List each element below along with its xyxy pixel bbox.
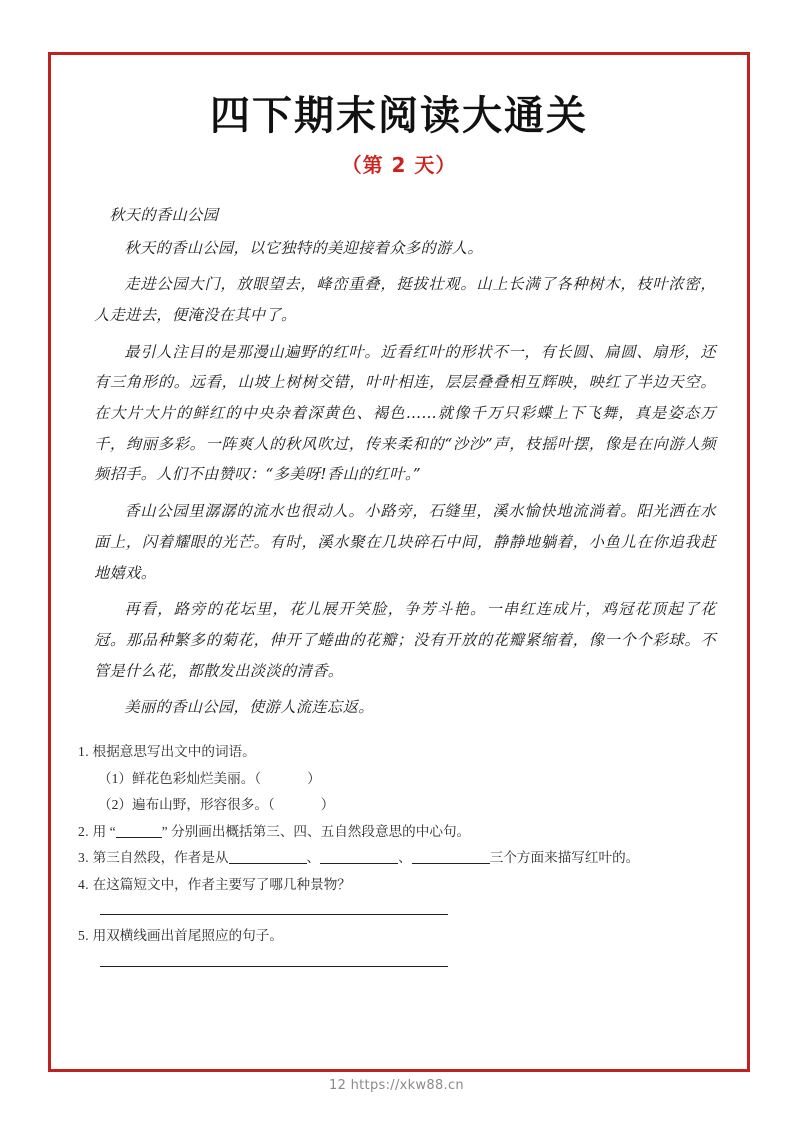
question-5-number: 5. [78,928,90,944]
passage-paragraph: 香山公园里潺潺的流水也很动人。小路旁，石缝里，溪水愉快地流淌着。阳光洒在水面上，闪着耀眼的光芒。有时，溪水聚在几块碎石中间，静静地躺着，小鱼儿在你追我赶地嬉戏。 [94,502,716,582]
inline-blank[interactable] [412,863,490,864]
passage-heading: 秋天的香山公园 [109,205,219,224]
question-1-sub-2 [78,792,718,819]
page-subtitle: （第 2 天） [341,152,457,177]
answer-line-question-4[interactable] [100,914,448,915]
question-1-sub-1 [78,766,718,793]
footer-watermark: 12 https://xkw88.cn [329,1078,464,1093]
passage-paragraph: 走进公园大门，放眼望去，峰峦重叠，挺拔壮观。山上长满了各种树木，枝叶浓密，人走进去，便淹没在其中了。 [94,275,716,324]
question-3 [78,845,718,872]
question-4 [78,872,718,899]
inline-blank[interactable] [116,837,162,838]
question-1-sub-2-text: 遍布山野，形容很多。（ [131,797,275,813]
questions-section [76,739,722,967]
question-1-sub-1-tail: ） [307,770,321,786]
passage-paragraph: 再看，路旁的花坛里，花儿展开笑脸，争芳斗艳。一串红连成片，鸡冠花顶起了花冠。那品种繁多的菊花，伸开了蜷曲的花瓣；没有开放的花瓣紧缩着，像一个个彩球。不管是什么花，都散发出淡淡的清香。 [94,600,716,680]
question-1-sub-2-tail: ） [320,797,335,813]
question-1-sub-2-label: （2） [98,797,132,813]
question-2 [78,819,718,846]
reading-passage [76,200,722,723]
page-title: 四下期末阅读大通关 [210,93,588,139]
question-5 [78,923,718,950]
question-4-number: 4. [78,876,90,892]
question-1 [78,739,718,766]
question-3-pre: 第三自然段，作者是从 [92,850,229,866]
passage-paragraph: 秋天的香山公园，以它独特的美迎接着众多的游人。 [124,238,483,257]
question-3-sep-2: 、 [398,850,412,866]
inline-blank[interactable] [320,863,398,864]
question-1-sub-1-text: 鲜花色彩灿烂美丽。（ [131,770,262,786]
question-3-sep-1: 、 [306,850,321,866]
inline-blank[interactable] [229,863,307,864]
question-1-sub-1-label: （1） [98,770,132,786]
question-5-text: 用双横线画出首尾照应的句子。 [92,928,283,944]
question-2-number: 2. [78,823,90,839]
passage-paragraph: 美丽的香山公园，使游人流连忘返。 [124,698,374,717]
worksheet-content [62,62,736,1062]
question-2-pre: 用 “ [92,823,116,839]
question-3-post: 三个方面来描写红叶的。 [489,850,640,866]
question-4-text: 在这篇短文中，作者主要写了哪几种景物？ [92,876,351,892]
question-1-number: 1. [78,744,90,760]
question-2-post: ” 分别画出概括第三、四、五自然段意思的中心句。 [161,823,471,839]
question-3-number: 3. [78,850,90,866]
passage-paragraph: 最引人注目的是那漫山遍野的红叶。近看红叶的形状不一，有长圆、扁圆、扇形，还有三角形的。远看，山坡上树树交错，叶叶相连，层层叠叠相互辉映，映红了半边天空。在大片大片的鲜红的中央杂着深黄色、褐色……就像千万只彩蝶上下飞舞，真是姿态万千，绚丽多彩。一阵爽人的秋风吹过，传来柔和的“沙沙”声，枝摇叶摆，像是在向游人频频招手。人们不由赞叹：“多美呀!香山的红叶。” [94,342,716,484]
question-1-text: 根据意思写出文中的词语。 [92,744,256,760]
answer-line-question-5[interactable] [100,966,448,967]
